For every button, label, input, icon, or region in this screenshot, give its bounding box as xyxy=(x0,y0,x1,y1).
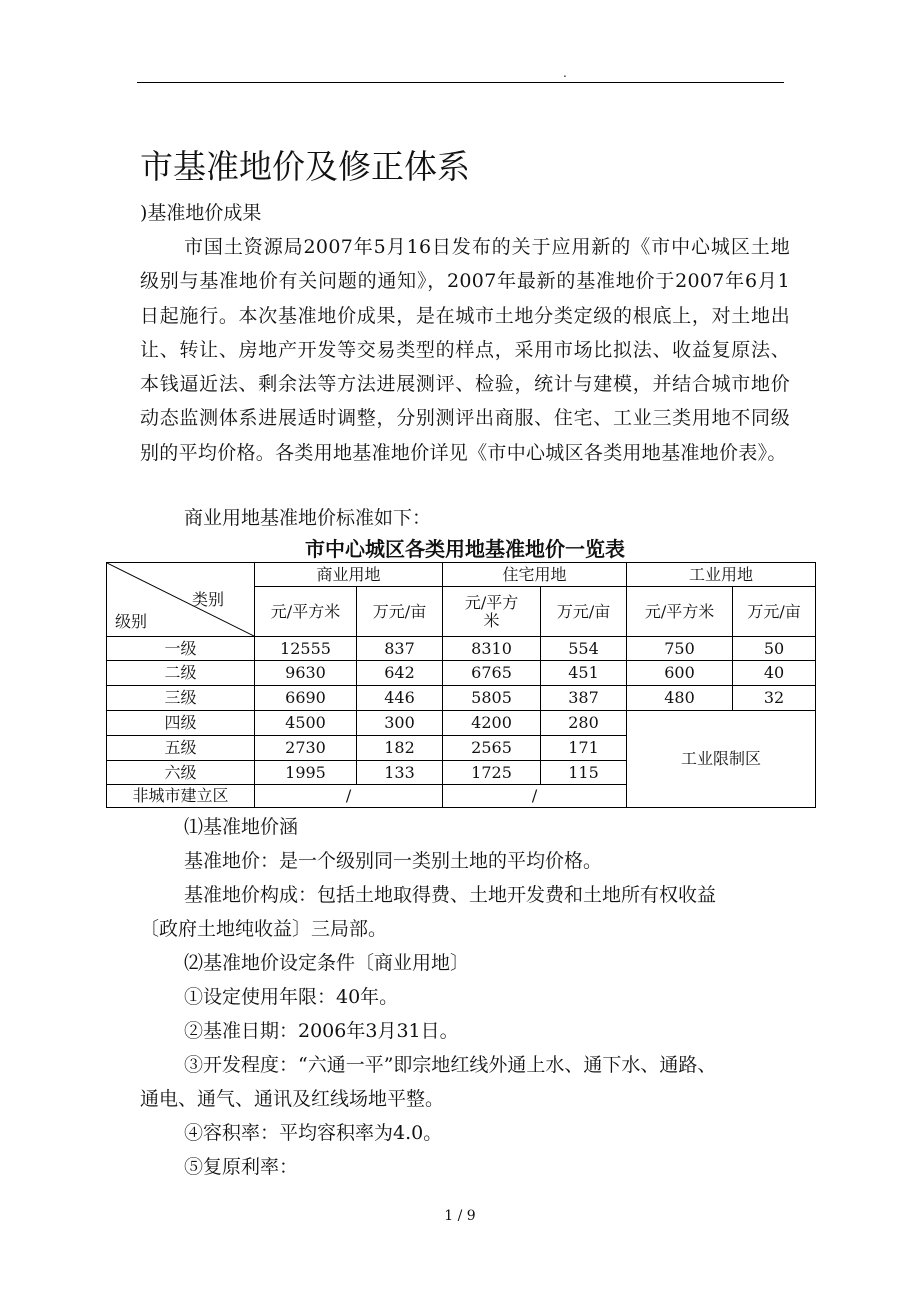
value-cell: / xyxy=(255,785,443,808)
value-cell: 2730 xyxy=(255,736,357,761)
grade-cell: 一级 xyxy=(107,637,255,661)
value-cell: 50 xyxy=(733,637,816,661)
grade-cell: 五级 xyxy=(107,736,255,761)
value-cell: 133 xyxy=(357,761,443,785)
note-line: 〔政府土地纯收益〕三局部。 xyxy=(140,918,388,940)
unit-header: 元/平方米 xyxy=(443,587,541,637)
table-row xyxy=(107,637,816,661)
paragraph-standard: 商业用地基准地价标准如下： xyxy=(184,507,432,529)
page-title: 市基准地价及修正体系 xyxy=(140,147,470,186)
value-cell: 300 xyxy=(357,711,443,736)
unit-header: 万元/亩 xyxy=(733,587,816,637)
grade-cell: 六级 xyxy=(107,761,255,785)
value-cell: 5805 xyxy=(443,686,541,711)
header-mark: . xyxy=(563,66,567,80)
note-line: ⑤复原利率： xyxy=(184,1156,299,1178)
table-caption: 市中心城区各类用地基准地价一览表 xyxy=(305,537,625,561)
value-cell: 837 xyxy=(357,637,443,661)
grade-cell: 二级 xyxy=(107,661,255,686)
value-cell: 4500 xyxy=(255,711,357,736)
grade-cell: 三级 xyxy=(107,686,255,711)
unit-header: 万元/亩 xyxy=(357,587,443,637)
note-line: ②基准日期：2006年3月31日。 xyxy=(184,1020,459,1042)
value-cell: / xyxy=(443,785,627,808)
land-price-table xyxy=(106,562,816,808)
note-line: 基准地价构成：包括土地取得费、土地开发费和土地所有权收益 xyxy=(184,884,717,906)
value-cell: 642 xyxy=(357,661,443,686)
note-heading-1: ⑴基准地价涵 xyxy=(184,816,299,838)
value-cell: 115 xyxy=(541,761,627,785)
value-cell: 280 xyxy=(541,711,627,736)
value-cell: 1995 xyxy=(255,761,357,785)
section-heading: )基准地价成果 xyxy=(140,202,262,224)
header-rule xyxy=(137,82,784,83)
grade-cell: 非城市建立区 xyxy=(107,785,255,808)
note-line: ④容积率：平均容积率为4.0。 xyxy=(184,1122,443,1144)
value-cell: 387 xyxy=(541,686,627,711)
value-cell: 171 xyxy=(541,736,627,761)
group-header-residential: 住宅用地 xyxy=(443,563,627,587)
industrial-restricted-cell: 工业限制区 xyxy=(627,711,816,808)
value-cell: 446 xyxy=(357,686,443,711)
corner-label-grade: 级别 xyxy=(115,612,148,631)
value-cell: 1725 xyxy=(443,761,541,785)
value-cell: 2565 xyxy=(443,736,541,761)
value-cell: 8310 xyxy=(443,637,541,661)
value-cell: 40 xyxy=(733,661,816,686)
group-header-industrial: 工业用地 xyxy=(627,563,816,587)
group-header-commercial: 商业用地 xyxy=(255,563,443,587)
table-corner-cell xyxy=(107,563,255,637)
note-line: 通电、通气、通讯及红线场地平整。 xyxy=(140,1088,445,1110)
value-cell: 6690 xyxy=(255,686,357,711)
table-row xyxy=(107,686,816,711)
note-heading-2: ⑵基准地价设定条件〔商业用地〕 xyxy=(184,952,470,974)
value-cell: 182 xyxy=(357,736,443,761)
unit-header: 元/平方米 xyxy=(255,587,357,637)
grade-cell: 四级 xyxy=(107,711,255,736)
note-line: ①设定使用年限：40年。 xyxy=(184,986,399,1008)
page-number: 1 / 9 xyxy=(444,1208,476,1224)
note-line: ③开发程度：“六通一平”即宗地红线外通上水、通下水、通路、 xyxy=(184,1054,717,1076)
value-cell: 451 xyxy=(541,661,627,686)
paragraph-intro: 市国土资源局2007年5月16日发布的关于应用新的《市中心城区土地级别与基准地价有关问题的通知》，2007年最新的基准地价于2007年6月1日起施行。本次基准地价成果，是在城市土地分类定级的根底上，对土地出让、转让、房地产开发等交易类型的样点，采用市场比拟法、收益复原法、本钱逼近法、剩余法等方法进展测评、检验，统计与建模，并结合城市地价动态监测体系进展适时调整，分别测评出商服、住宅、工业三类用地不同级别的平均价格。各类用地基准地价详见《市中心城区各类用地基准地价表》。 xyxy=(140,236,790,464)
note-line: 基准地价：是一个级别同一类别土地的平均价格。 xyxy=(184,850,603,872)
value-cell: 750 xyxy=(627,637,733,661)
value-cell: 600 xyxy=(627,661,733,686)
value-cell: 4200 xyxy=(443,711,541,736)
unit-header: 元/平方米 xyxy=(627,587,733,637)
corner-label-category: 类别 xyxy=(191,590,224,609)
value-cell: 32 xyxy=(733,686,816,711)
table-row xyxy=(107,711,816,736)
value-cell: 6765 xyxy=(443,661,541,686)
table-group-header-row xyxy=(107,563,816,587)
unit-header: 万元/亩 xyxy=(541,587,627,637)
value-cell: 554 xyxy=(541,637,627,661)
table-row xyxy=(107,661,816,686)
value-cell: 480 xyxy=(627,686,733,711)
value-cell: 12555 xyxy=(255,637,357,661)
value-cell: 9630 xyxy=(255,661,357,686)
